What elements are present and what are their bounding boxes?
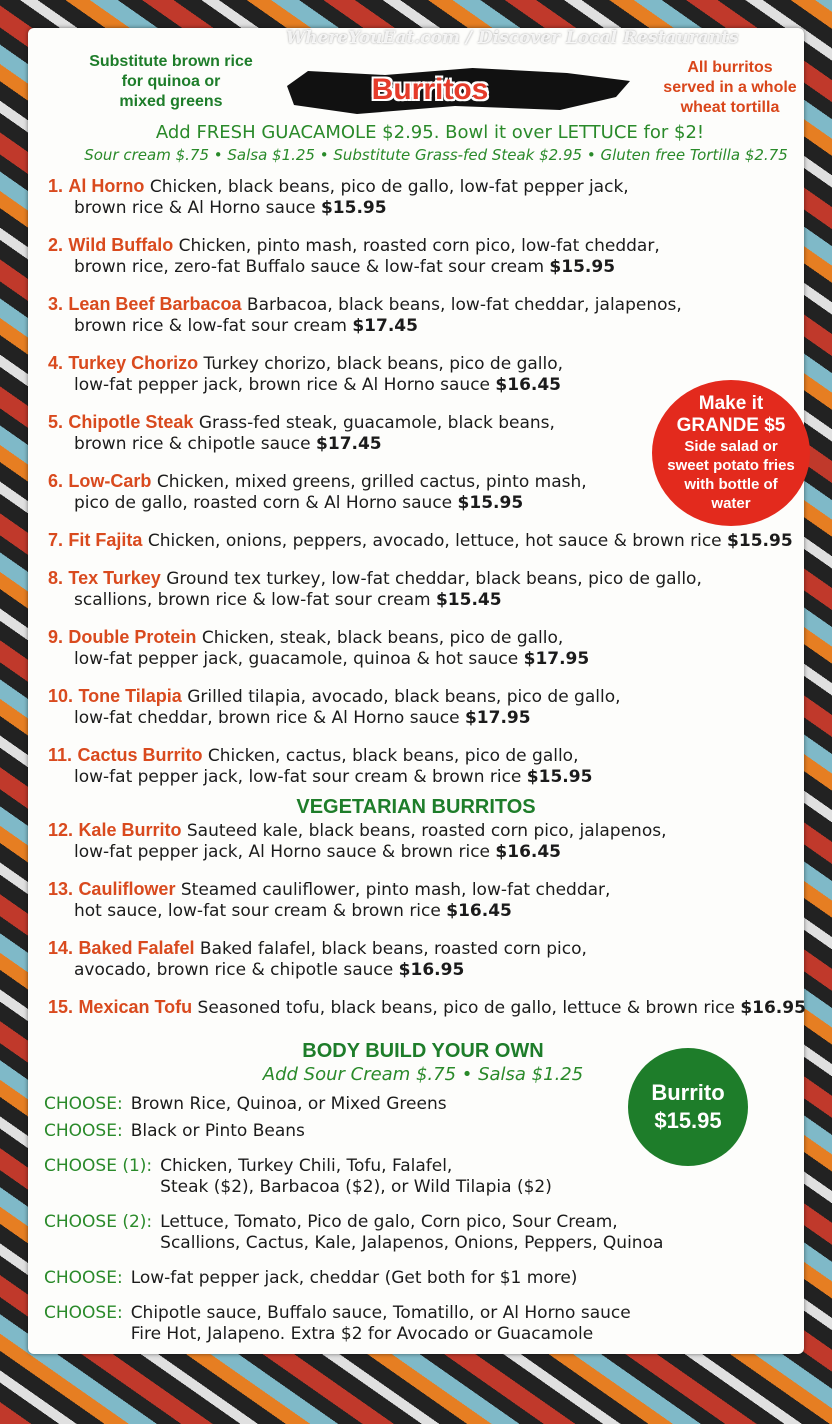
item-description: Sauteed kale, black beans, roasted corn pico, jalapenos, <box>186 821 667 841</box>
item-description-cont: brown rice & chipotle sauce <box>74 434 311 454</box>
menu-item <box>48 997 808 1019</box>
item-price: $17.95 <box>523 649 590 669</box>
menu-item <box>48 176 808 219</box>
item-name: Low-Carb <box>68 471 152 491</box>
item-name: Lean Beef Barbacoa <box>68 294 242 314</box>
choice-options <box>131 1303 631 1345</box>
addons-line-2: Sour cream $.75 • Salsa $1.25 • Substitute Grass-fed Steak $2.95 • Gluten free Tortilla $2.75 <box>84 146 788 164</box>
item-number: 10. <box>48 686 74 706</box>
choice-option-line: Chicken, Turkey Chili, Tofu, Falafel, <box>160 1156 453 1176</box>
item-description: Chicken, steak, black beans, pico de gallo, <box>201 628 564 648</box>
item-description-cont: pico de gallo, roasted corn & Al Horno sauce <box>74 493 453 513</box>
item-price: $15.95 <box>549 257 616 277</box>
item-description: Chicken, cactus, black beans, pico de gallo, <box>207 746 579 766</box>
item-description-cont: avocado, brown rice & chipotle sauce <box>74 960 394 980</box>
item-price: $16.95 <box>740 998 806 1018</box>
item-number: 2. <box>48 235 64 255</box>
vegetarian-heading: VEGETARIAN BURRITOS <box>296 796 536 818</box>
choice-option-line: Black or Pinto Beans <box>130 1121 305 1141</box>
item-description-cont: low-fat pepper jack, brown rice & Al Horno sauce <box>74 375 490 395</box>
choice-options <box>131 1094 447 1115</box>
menu-item <box>48 568 808 611</box>
item-description-line2 <box>48 198 808 219</box>
item-number: 1. <box>48 176 64 196</box>
menu-item <box>48 627 808 670</box>
choice-row <box>44 1094 804 1115</box>
item-price: $15.95 <box>320 198 387 218</box>
item-number: 9. <box>48 627 64 647</box>
item-name: Al Horno <box>68 176 145 196</box>
choice-row <box>44 1268 804 1289</box>
item-name: Tone Tilapia <box>78 686 182 706</box>
item-description: Baked falafel, black beans, roasted corn pico, <box>199 939 587 959</box>
item-description: Ground tex turkey, low-fat cheddar, black beans, pico de gallo, <box>166 569 702 589</box>
item-description-line2 <box>48 842 808 863</box>
item-price: $17.45 <box>352 316 418 336</box>
menu-item <box>48 745 808 788</box>
item-description-cont: low-fat pepper jack, low-fat sour cream & brown rice <box>74 767 522 787</box>
item-description-line2 <box>48 316 808 337</box>
item-name: Cactus Burrito <box>77 745 203 765</box>
item-description-cont: low-fat cheddar, brown rice & Al Horno sauce <box>74 708 460 728</box>
item-name: Cauliflower <box>78 879 176 899</box>
item-number: 15. <box>48 997 74 1017</box>
item-number: 8. <box>48 568 64 588</box>
item-price: $17.95 <box>464 708 531 728</box>
item-description: Chicken, mixed greens, grilled cactus, pinto mash, <box>156 472 587 492</box>
menu-item <box>48 938 808 981</box>
item-number: 3. <box>48 294 64 314</box>
choice-options <box>131 1268 578 1289</box>
choice-options <box>160 1212 663 1254</box>
item-number: 13. <box>48 879 74 899</box>
item-description: Chicken, pinto mash, roasted corn pico, low-fat cheddar, <box>178 236 660 256</box>
item-description: Grass-fed steak, guacamole, black beans, <box>198 413 555 433</box>
item-description-line2 <box>48 649 808 670</box>
grande-badge: Make it GRANDE $5 Side salad or sweet potato fries with bottle of water <box>652 380 810 526</box>
menu-item <box>48 294 808 337</box>
page-title: Burritos <box>371 73 489 106</box>
choice-options <box>131 1121 305 1142</box>
item-price: $16.45 <box>446 901 512 921</box>
choice-option-line: Brown Rice, Quinoa, or Mixed Greens <box>130 1094 447 1114</box>
item-description-line2 <box>48 590 808 611</box>
tortilla-note: All burritos served in a whole wheat tortilla <box>663 59 797 116</box>
item-name: Baked Falafel <box>78 938 195 958</box>
item-description: Chicken, black beans, pico de gallo, low-fat pepper jack, <box>149 177 629 197</box>
item-description: Seasoned tofu, black beans, pico de gallo, lettuce & brown rice <box>197 998 735 1018</box>
item-description-line2 <box>48 901 808 922</box>
item-description-cont: hot sauce, low-fat sour cream & brown rice <box>74 901 441 921</box>
item-number: 11. <box>48 745 73 765</box>
menu-item <box>48 686 808 729</box>
item-description-cont: scallions, brown rice & low-fat sour cream <box>74 590 431 610</box>
watermark: WhereYouEat.com / Discover Local Restaurants <box>286 28 739 48</box>
choice-option-line: Steak ($2), Barbacoa ($2), or Wild Tilapia ($2) <box>160 1177 552 1197</box>
item-description: Steamed cauliflower, pinto mash, low-fat cheddar, <box>180 880 611 900</box>
menu-item <box>48 820 808 863</box>
byo-choices <box>44 1094 804 1351</box>
item-description: Grilled tilapia, avocado, black beans, pico de gallo, <box>187 687 621 707</box>
item-description-cont: brown rice, zero-fat Buffalo sauce & low-fat sour cream <box>74 257 545 277</box>
item-description-cont: low-fat pepper jack, Al Horno sauce & brown rice <box>74 842 490 862</box>
burrito-price-badge: Burrito $15.95 <box>628 1048 748 1166</box>
vegetarian-list <box>48 820 808 1035</box>
choice-label: CHOOSE (2): <box>44 1212 153 1232</box>
item-price: $16.95 <box>398 960 465 980</box>
item-description: Barbacoa, black beans, low-fat cheddar, jalapenos, <box>246 295 682 315</box>
choice-label: CHOOSE: <box>44 1303 123 1323</box>
menu-item <box>48 530 808 552</box>
choice-row <box>44 1156 804 1198</box>
item-price: $15.95 <box>526 767 593 787</box>
choice-option-line: Lettuce, Tomato, Pico de galo, Corn pico, Sour Cream, <box>160 1212 618 1232</box>
addons-line-1: Add FRESH GUACAMOLE $2.95. Bowl it over LETTUCE for $2! <box>155 122 705 143</box>
choice-row <box>44 1121 804 1142</box>
item-number: 7. <box>48 530 64 550</box>
item-description: Turkey chorizo, black beans, pico de gallo, <box>203 354 564 374</box>
item-price: $15.45 <box>435 590 502 610</box>
item-price: $15.95 <box>727 531 793 551</box>
item-price: $16.45 <box>495 842 562 862</box>
substitute-note: Substitute brown rice for quinoa or mixed greens <box>89 53 253 110</box>
byo-heading: BODY BUILD YOUR OWN <box>302 1040 544 1062</box>
choice-label: CHOOSE (1): <box>44 1156 153 1176</box>
item-description-line2 <box>48 708 808 729</box>
choice-option-line: Low-fat pepper jack, cheddar (Get both for $1 more) <box>130 1268 578 1288</box>
menu-item <box>48 879 808 922</box>
item-description-line2 <box>48 960 808 981</box>
item-name: Kale Burrito <box>78 820 182 840</box>
choice-option-line: Scallions, Cactus, Kale, Jalapenos, Onions, Peppers, Quinoa <box>160 1233 664 1253</box>
choice-label: CHOOSE: <box>44 1268 123 1288</box>
item-name: Chipotle Steak <box>68 412 194 432</box>
choice-row <box>44 1212 804 1254</box>
item-number: 6. <box>48 471 64 491</box>
choice-row <box>44 1303 804 1345</box>
item-description-line2 <box>48 767 808 788</box>
choice-option-line: Fire Hot, Jalapeno. Extra $2 for Avocado or Guacamole <box>130 1324 594 1344</box>
item-price: $17.45 <box>316 434 382 454</box>
item-number: 14. <box>48 938 74 958</box>
item-description-cont: low-fat pepper jack, guacamole, quinoa & hot sauce <box>74 649 519 669</box>
item-name: Wild Buffalo <box>68 235 174 255</box>
item-name: Tex Turkey <box>68 568 161 588</box>
item-description: Chicken, onions, peppers, avocado, lettuce, hot sauce & brown rice <box>147 531 722 551</box>
item-description-cont: brown rice & low-fat sour cream <box>74 316 347 336</box>
item-description-cont: brown rice & Al Horno sauce <box>74 198 316 218</box>
item-price: $15.95 <box>457 493 524 513</box>
choice-label: CHOOSE: <box>44 1094 123 1114</box>
item-number: 12. <box>48 820 74 840</box>
choice-label: CHOOSE: <box>44 1121 123 1141</box>
menu-item <box>48 235 808 278</box>
byo-subtitle: Add Sour Cream $.75 • Salsa $1.25 <box>262 1064 584 1085</box>
item-description-line2 <box>48 257 808 278</box>
item-name: Double Protein <box>68 627 197 647</box>
item-number: 4. <box>48 353 64 373</box>
item-name: Mexican Tofu <box>78 997 193 1017</box>
item-price: $16.45 <box>495 375 562 395</box>
item-name: Turkey Chorizo <box>68 353 199 373</box>
item-number: 5. <box>48 412 64 432</box>
choice-options <box>160 1156 552 1198</box>
choice-option-line: Chipotle sauce, Buffalo sauce, Tomatillo, or Al Horno sauce <box>130 1303 631 1323</box>
item-name: Fit Fajita <box>68 530 143 550</box>
